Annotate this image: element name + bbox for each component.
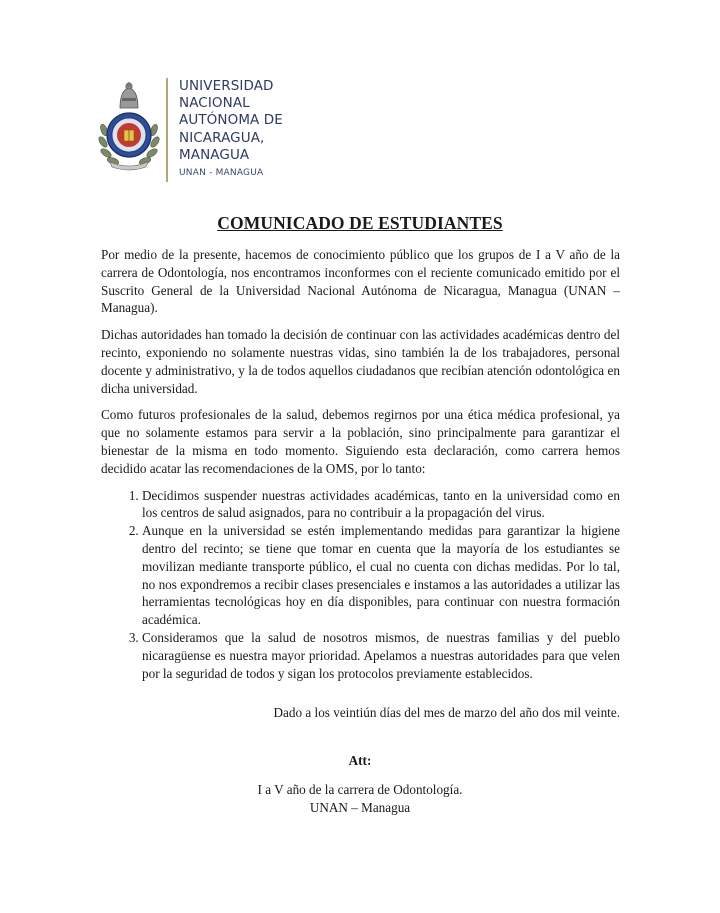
logo-subtitle: UNAN - MANAGUA	[179, 168, 264, 179]
university-seal-icon	[98, 80, 160, 172]
university-logo	[98, 74, 298, 186]
logo-line: MANAGUA	[179, 146, 250, 163]
paragraph: Dichas autoridades han tomado la decisión de continuar con las actividades académicas dentro del recinto, exponiendo no solamente nuestras vidas, sino también la de los trabajadores, personal docente y administrativo, y la de todos aquellos ciudadanos que recibían atención odontológica en dicha universidad.	[101, 327, 620, 396]
signature-line: UNAN – Managua	[309, 800, 411, 815]
list-item: 2. Aunque en la universidad se estén implementando medidas para garantizar la higiene dentro del recinto; se tiene que tomar en cuenta que la mayoría de los estudiantes se movilizan mediante transporte público, el cual no cuenta con dichas medidas. Por lo tal, no nos expondremos a recibir clases presenciales e instamos a las autoridades a utilizar las herramientas tecnológicas hoy en día disponibles, para continuar con nuestra formación académica.	[142, 522, 620, 629]
logo-line: NICARAGUA,	[179, 129, 265, 146]
list-item: 1. Decidimos suspender nuestras actividades académicas, tanto en la universidad como en los centros de salud asignados, para no contribuir a la propagación del virus.	[142, 487, 620, 523]
document-body	[101, 246, 620, 682]
logo-line: NACIONAL	[179, 95, 250, 112]
paragraph: Como futuros profesionales de la salud, debemos regirnos por una ética médica profesional, ya que no solamente estamos para servir a la población, sino principalmente para garantizar el bienestar de la misma en todo momento. Siguiendo esta declaración, como carrera hemos decidido acatar las recomendaciones de la OMS, por lo tanto:	[101, 407, 620, 476]
document-title: COMUNICADO DE ESTUDIANTES	[217, 213, 503, 233]
date-line: Dado a los veintiún días del mes de marzo del año dos mil veinte.	[273, 705, 620, 720]
att-label: Att:	[348, 753, 372, 768]
numbered-list	[101, 487, 620, 683]
university-name	[179, 78, 283, 179]
paragraph: Por medio de la presente, hacemos de conocimiento público que los grupos de I a V año de la carrera de Odontología, nos encontramos inconformes con el reciente comunicado emitido por el Suscrito General de la Universidad Nacional Autónoma de Nicaragua, Managua (UNAN – Managua).	[101, 247, 620, 316]
list-item: 3. Consideramos que la salud de nosotros mismos, de nuestras familias y del pueblo nicaragüense es nuestra mayor prioridad. Apelamos a nuestras autoridades para que velen por la seguridad de todos y sigan los protocolos previamente establecidos.	[142, 629, 620, 682]
logo-line: AUTÓNOMA DE	[179, 112, 283, 129]
logo-line: UNIVERSIDAD	[179, 78, 274, 94]
signature-line: I a V año de la carrera de Odontología.	[257, 782, 463, 797]
logo-divider	[166, 78, 168, 182]
